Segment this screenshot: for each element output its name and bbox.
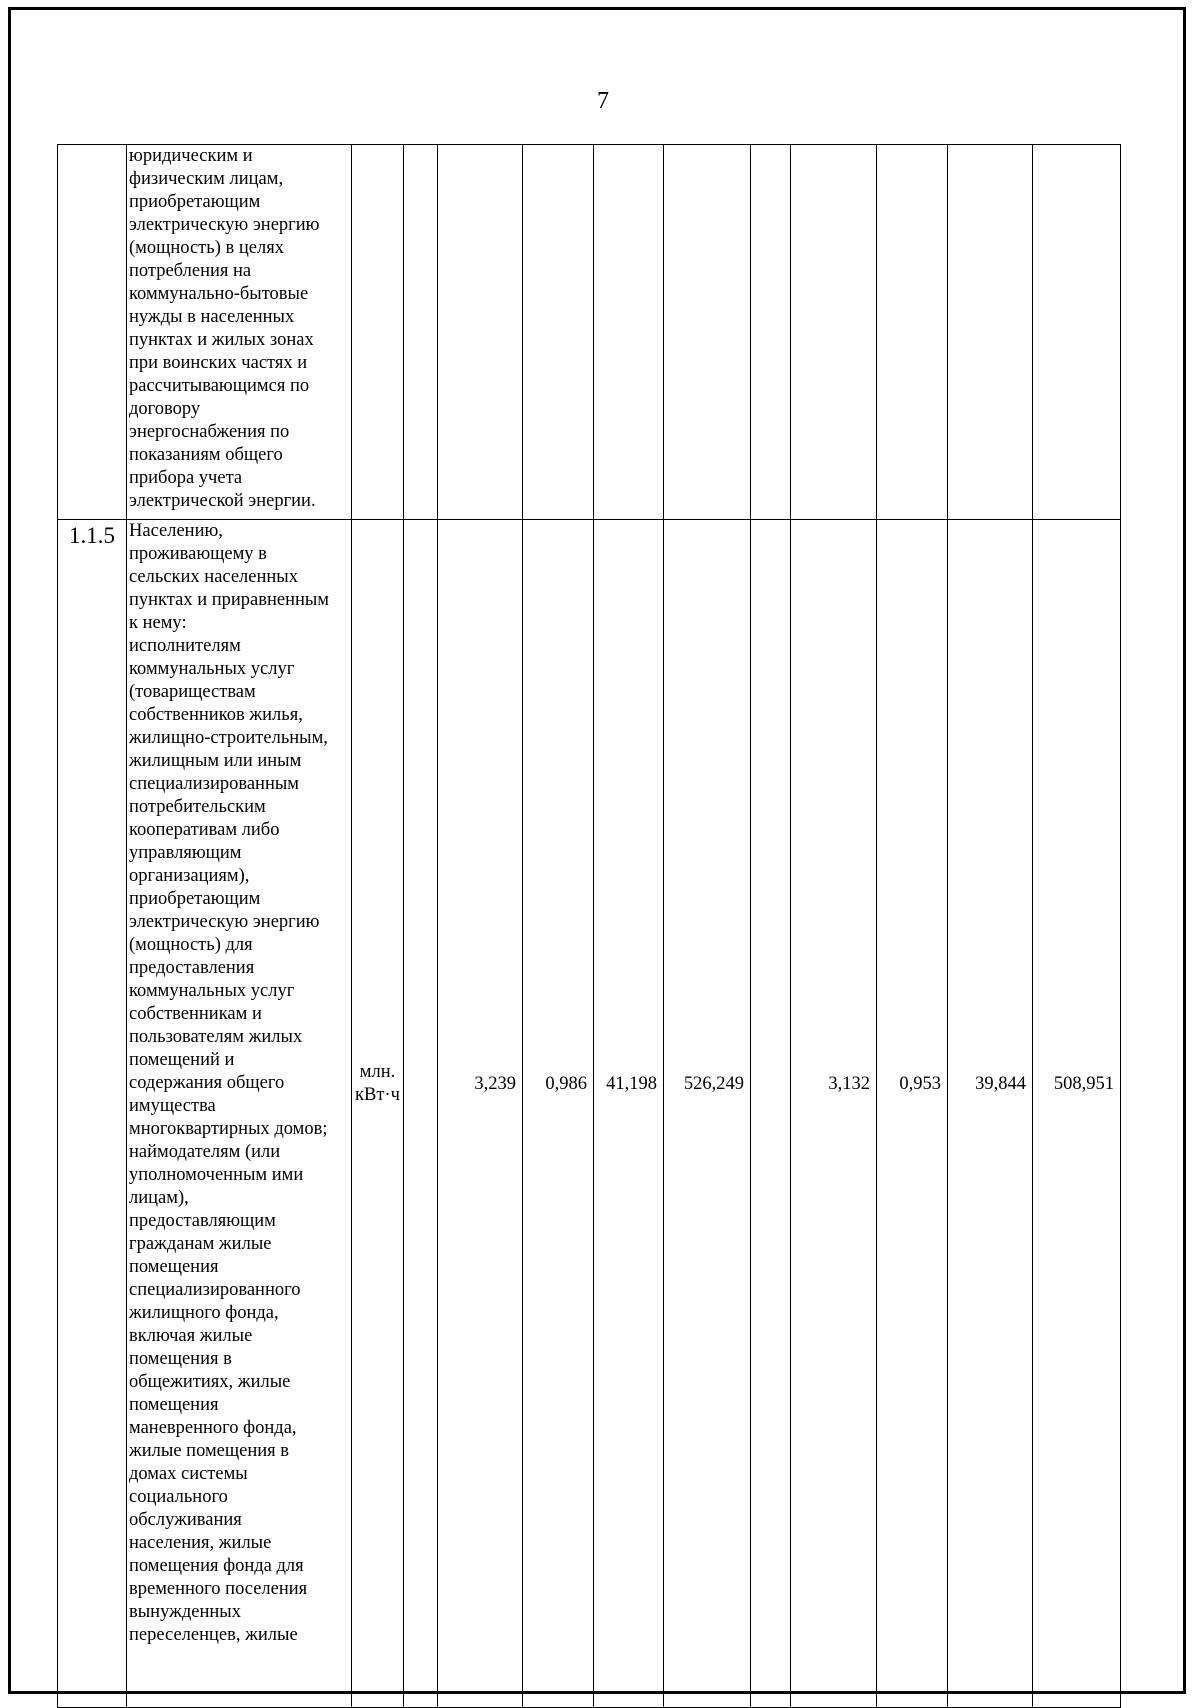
value-cell [751,520,791,1708]
value-cell [404,520,438,1708]
value-cell [594,520,664,1708]
unit-cell [352,520,404,1708]
value-cell [877,520,948,1708]
unit-cell [352,145,404,520]
value-text: 3,132 [828,1074,870,1094]
value-cell [1033,520,1121,1708]
value-cell [404,145,438,520]
value-cell [594,145,664,520]
row-number [58,145,127,520]
row-number: 1.1.5 [58,520,127,1708]
value-text: 41,198 [606,1074,657,1094]
value-text: 508,951 [1053,1074,1114,1094]
tariff-table [57,144,1121,1708]
value-text: 526,249 [683,1074,744,1094]
table-row [58,145,1121,520]
row-description: Населению, проживающему в сельских населенных пунктах и приравненным к нему: исполнителям коммунальных услуг (товариществам собственников жилья, жилищно-строительным, жилищным или иным специализированным потребительским кооперативам либо управляющим организациям), приобретающим электрическую энергию (мощность) для предоставления коммунальных услуг собственникам и пользователям жилых помещений и содержания общего имущества многоквартирных домов; наймодателям (или уполномоченным ими лицам), предоставляющим гражданам жилые помещения специализированного жилищного фонда, включая жилые помещения в общежитиях, жилые помещения маневренного фонда, жилые помещения в домах системы социального обслуживания населения, жилые помещения фонда для временного поселения вынужденных переселенцев, жилые [127,520,352,1708]
value-text: 39,844 [975,1074,1026,1094]
value-cell [438,145,523,520]
value-cell [438,520,523,1708]
value-cell [948,520,1033,1708]
value-cell [664,145,751,520]
value-cell [948,145,1033,520]
value-text: 0,953 [899,1074,941,1094]
value-cell [664,520,751,1708]
table-row [58,520,1121,1708]
unit-label: млн. кВт·ч [355,1062,400,1105]
value-cell [877,145,948,520]
value-text: 0,986 [545,1074,587,1094]
value-cell [791,520,877,1708]
value-cell [751,145,791,520]
value-text: 3,239 [474,1074,516,1094]
value-cell [1033,145,1121,520]
value-cell [523,145,594,520]
row-description: юридическим и физическим лицам, приобретающим электрическую энергию (мощность) в целях потребления на коммунально-бытовые нужды в населенных пунктах и жилых зонах при воинских частях и рассчитывающимся по договору энергоснабжения по показаниям общего прибора учета электрической энергии. [127,145,352,520]
value-cell [791,145,877,520]
page-number: 7 [597,88,609,114]
value-cell [523,520,594,1708]
